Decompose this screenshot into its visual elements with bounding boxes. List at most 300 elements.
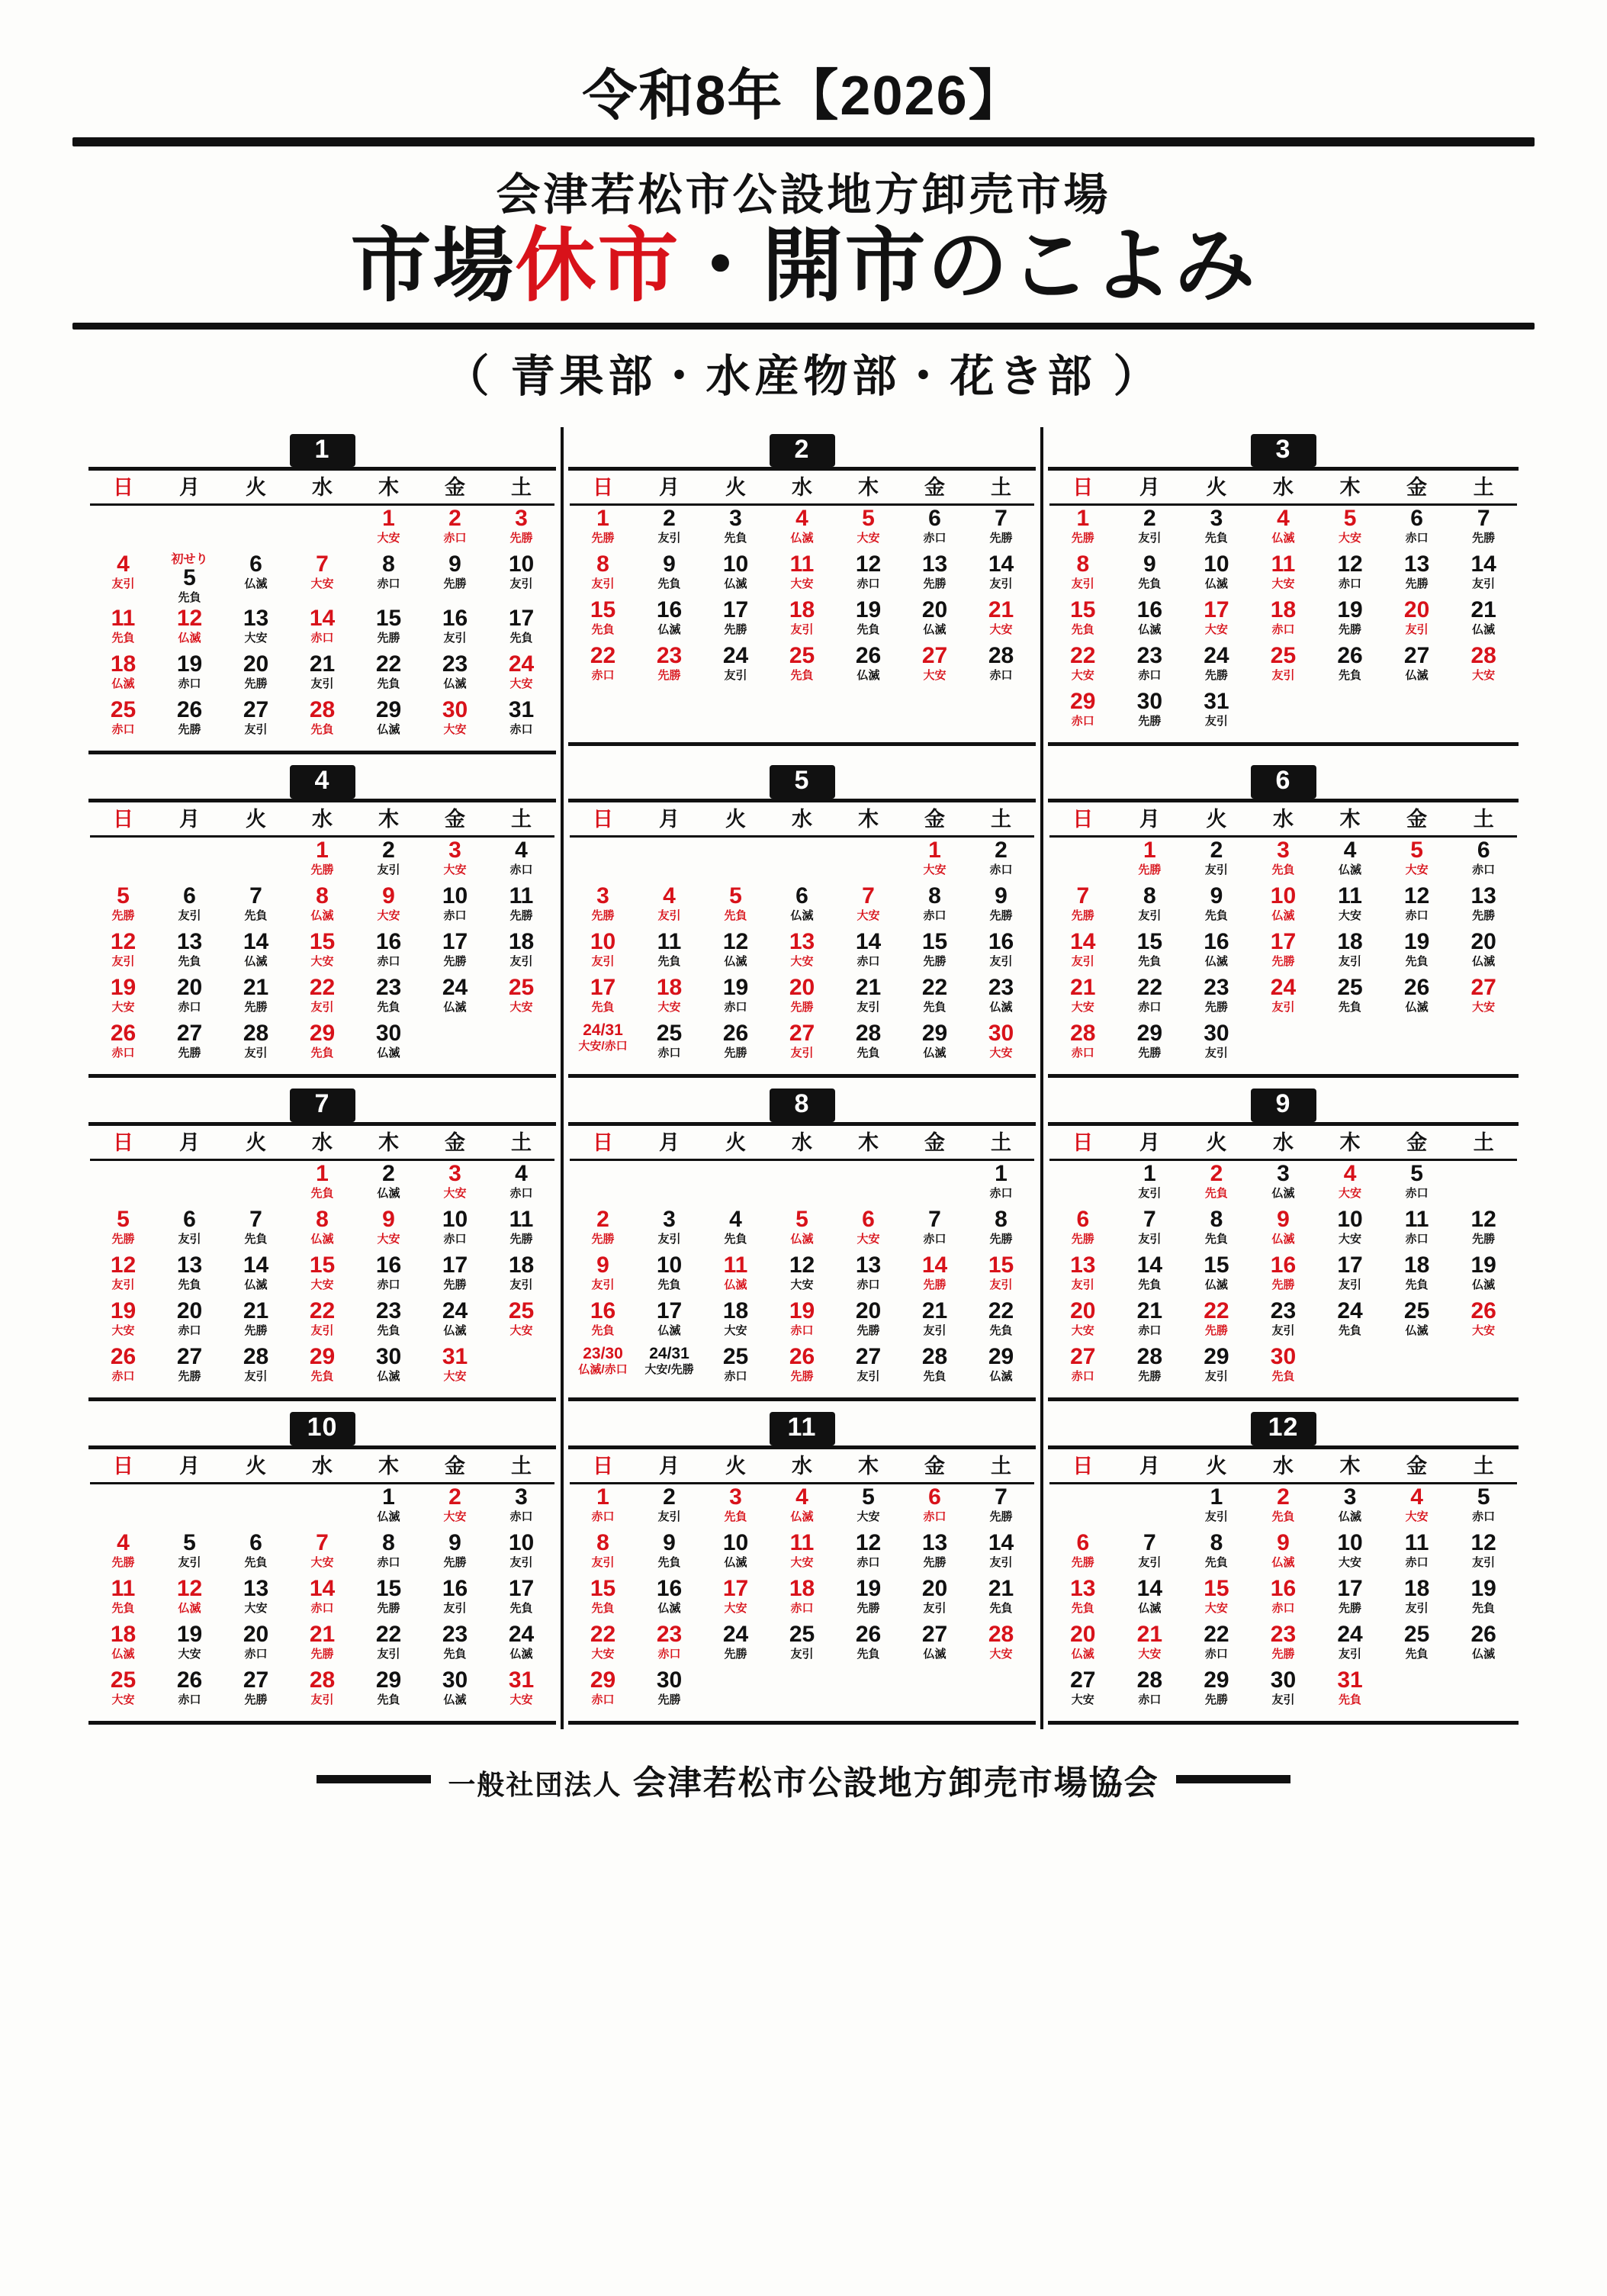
- day-cell: [422, 1667, 488, 1713]
- day-number: 13: [789, 928, 815, 954]
- rokuyou-label: 先負: [178, 1278, 201, 1291]
- rokuyou-label: 大安: [1472, 1000, 1496, 1014]
- page-title: [0, 221, 1607, 311]
- day-cell: [289, 1021, 355, 1066]
- day-number: 5: [117, 1206, 130, 1232]
- weekday-label-3: 水: [289, 1452, 355, 1484]
- rokuyou-label: 先負: [1138, 954, 1162, 968]
- rokuyou-label: 先勝: [591, 532, 615, 545]
- rokuyou-label: 友引: [989, 577, 1013, 591]
- rokuyou-label: 仏滅: [923, 1647, 947, 1661]
- day-cell: [769, 505, 835, 552]
- day-cell: [570, 1483, 636, 1530]
- day-cell: [488, 1483, 554, 1530]
- rokuyou-label: 先勝: [1204, 1323, 1228, 1337]
- day-number: 24: [442, 1298, 468, 1323]
- day-cell: [835, 1253, 902, 1298]
- rokuyou-label: 赤口: [923, 532, 947, 545]
- day-number: 3: [448, 837, 461, 863]
- weekday-label-5: 金: [902, 806, 968, 837]
- day-cell-empty: [636, 836, 702, 883]
- rokuyou-label: 赤口: [1071, 1369, 1094, 1383]
- month-block-8: [564, 1082, 1043, 1406]
- day-number: 18: [1403, 1252, 1430, 1278]
- rokuyou-label: 大安: [1339, 1555, 1362, 1569]
- weekday-label-6: 土: [968, 474, 1034, 505]
- day-number: 22: [988, 1298, 1014, 1323]
- weekday-label-4: 木: [835, 1129, 902, 1160]
- rokuyou-label: 赤口: [111, 1369, 135, 1383]
- day-number: 27: [176, 1020, 203, 1046]
- day-cell: [488, 505, 554, 552]
- month-badge: 11: [770, 1412, 835, 1445]
- day-number: 8: [1143, 883, 1156, 908]
- day-cell: [1183, 1207, 1250, 1253]
- rokuyou-label: 仏滅: [443, 1323, 467, 1337]
- day-cell-empty: [902, 1667, 968, 1713]
- day-cell: [902, 1207, 968, 1253]
- day-number: 23: [375, 1298, 402, 1323]
- calendar-table: [1049, 1129, 1517, 1390]
- day-number: 21: [855, 974, 882, 1000]
- day-number: 3: [729, 506, 742, 532]
- rokuyou-label: 友引: [509, 1555, 533, 1569]
- day-cell: [1183, 1530, 1250, 1576]
- day-cell: [1250, 597, 1317, 643]
- week-row: [90, 883, 554, 929]
- month-block-7: [84, 1082, 564, 1406]
- rokuyou-label: 大安: [989, 1046, 1013, 1060]
- day-cell: [1117, 883, 1184, 929]
- day-number: 14: [855, 928, 882, 954]
- rokuyou-label: 赤口: [377, 577, 400, 591]
- day-number: 1: [1143, 837, 1156, 863]
- day-cell-empty: [1250, 1021, 1317, 1066]
- rokuyou-label: 友引: [1138, 532, 1162, 545]
- day-cell: [488, 651, 554, 697]
- day-number: 1: [928, 837, 941, 863]
- day-cell: [968, 551, 1034, 597]
- day-cell: [1117, 1253, 1184, 1298]
- weekday-label-1: 月: [636, 1129, 702, 1160]
- rokuyou-label: 先勝: [591, 908, 615, 922]
- rokuyou-label: 先負: [724, 1232, 747, 1246]
- day-number: 9: [1277, 1206, 1290, 1232]
- day-cell: [422, 1622, 488, 1667]
- day-cell: [968, 597, 1034, 643]
- day-cell: [1250, 1344, 1317, 1390]
- day-cell: [422, 1207, 488, 1253]
- day-cell-empty: [90, 505, 156, 552]
- day-number: 18: [722, 1298, 749, 1323]
- day-cell: [289, 975, 355, 1021]
- weekday-header-row: [570, 1129, 1034, 1160]
- weekday-label-4: 木: [835, 1452, 902, 1484]
- weekday-label-1: 月: [156, 474, 223, 505]
- rokuyou-label: 仏滅: [1472, 1647, 1496, 1661]
- week-row: [90, 929, 554, 975]
- day-cell: [1316, 1253, 1384, 1298]
- day-number: 15: [1136, 928, 1163, 954]
- day-cell: [1250, 929, 1317, 975]
- day-cell: [902, 1298, 968, 1344]
- rokuyou-label: 仏滅: [724, 954, 747, 968]
- day-number: 9: [1210, 883, 1223, 908]
- month-calendar: [568, 467, 1036, 746]
- month-badge: 7: [290, 1089, 355, 1121]
- day-cell: [1450, 551, 1517, 597]
- day-cell: [769, 883, 835, 929]
- day-number: 17: [508, 1575, 535, 1601]
- month-badge: 5: [770, 765, 835, 798]
- rokuyou-label: 仏滅: [1071, 1647, 1094, 1661]
- day-cell: [223, 1253, 289, 1298]
- day-cell: [702, 1483, 769, 1530]
- weekday-label-2: 火: [223, 1452, 289, 1484]
- week-row: [90, 697, 554, 743]
- day-cell: [156, 1253, 223, 1298]
- day-number: 8: [995, 1206, 1008, 1232]
- day-cell: [488, 1207, 554, 1253]
- day-cell: [422, 883, 488, 929]
- day-cell-empty: [835, 689, 902, 735]
- day-cell: [223, 651, 289, 697]
- day-cell: [90, 1298, 156, 1344]
- day-cell: [968, 643, 1034, 689]
- day-number: 12: [855, 551, 882, 577]
- rokuyou-label: 大安: [857, 532, 880, 545]
- day-number: 18: [1270, 597, 1297, 623]
- day-number: 22: [1070, 643, 1096, 669]
- day-number: 4: [1343, 1160, 1357, 1186]
- calendar-table: [1049, 1452, 1517, 1713]
- day-cell: [223, 1344, 289, 1390]
- week-row: [90, 1622, 554, 1667]
- weekday-header-row: [570, 806, 1034, 837]
- day-cell-empty: [968, 689, 1034, 735]
- day-number: 29: [1204, 1667, 1229, 1693]
- rokuyou-label: 先負: [790, 669, 814, 683]
- week-row: [1049, 975, 1517, 1021]
- weekday-label-0: 日: [570, 806, 636, 837]
- rokuyou-label: 大安: [1472, 1323, 1496, 1337]
- day-number: 22: [590, 1621, 616, 1647]
- weekday-header-row: [1049, 806, 1517, 837]
- day-cell: [1450, 597, 1517, 643]
- day-cell: [1183, 883, 1250, 929]
- rokuyou-label: 先勝: [923, 577, 947, 591]
- rokuyou-label: 先負: [989, 1601, 1013, 1615]
- day-number: 11: [1404, 1206, 1429, 1232]
- weekday-label-1: 月: [156, 1129, 223, 1160]
- rokuyou-label: 仏滅: [443, 1693, 467, 1706]
- day-cell: [1117, 1344, 1184, 1390]
- day-cell-empty: [289, 1483, 355, 1530]
- day-cell: [1250, 1159, 1317, 1207]
- day-cell: [570, 1253, 636, 1298]
- rokuyou-label: 仏滅: [1405, 1000, 1429, 1014]
- rokuyou-label: 赤口: [923, 1510, 947, 1523]
- rokuyou-label: 先勝: [1204, 1000, 1228, 1014]
- rokuyou-label: 友引: [178, 1232, 201, 1246]
- day-number: 25: [789, 643, 815, 669]
- day-cell: [1183, 505, 1250, 552]
- rokuyou-label: 先勝: [923, 1278, 947, 1291]
- day-cell: [156, 1021, 223, 1066]
- day-cell: [968, 1298, 1034, 1344]
- day-cell: [769, 1207, 835, 1253]
- day-cell: [1250, 1253, 1317, 1298]
- rokuyou-label: 友引: [509, 577, 533, 591]
- rokuyou-label: 先負: [244, 1555, 268, 1569]
- day-cell: [355, 836, 422, 883]
- day-number: 22: [1136, 974, 1163, 1000]
- rokuyou-label: 友引: [1271, 1323, 1295, 1337]
- day-cell: [636, 1344, 702, 1390]
- rokuyou-label: 赤口: [111, 722, 135, 736]
- day-cell: [835, 1530, 902, 1576]
- week-row: [90, 1483, 554, 1530]
- day-number: 15: [1070, 597, 1096, 623]
- rokuyou-label: 仏滅: [657, 1323, 681, 1337]
- day-number: 6: [249, 1529, 262, 1555]
- day-cell: [1049, 1298, 1117, 1344]
- day-number: 23: [1270, 1621, 1297, 1647]
- rokuyou-label: 友引: [989, 954, 1013, 968]
- month-calendar: [88, 799, 556, 1078]
- rokuyou-label: 仏滅: [790, 908, 814, 922]
- month-calendar: [568, 799, 1036, 1078]
- day-cell: [1183, 1159, 1250, 1207]
- departments-line: （ 青果部・水産物部・花き部 ）: [445, 352, 1162, 402]
- day-number: 20: [921, 597, 948, 623]
- day-cell: [1117, 929, 1184, 975]
- weekday-label-4: 木: [1316, 1129, 1384, 1160]
- weekday-label-2: 火: [223, 1129, 289, 1160]
- week-row: [90, 1667, 554, 1713]
- era-year-line: 令和8年【2026】: [582, 66, 1025, 127]
- day-cell: [702, 1622, 769, 1667]
- rokuyou-label: 赤口: [657, 1046, 681, 1060]
- day-number: 19: [722, 974, 749, 1000]
- day-number: 16: [656, 597, 683, 623]
- day-cell: [289, 697, 355, 743]
- day-number: 7: [249, 883, 262, 908]
- rokuyou-label: 赤口: [509, 1186, 533, 1200]
- rokuyou-label: 大安: [244, 1601, 268, 1615]
- weekday-label-2: 火: [1183, 806, 1250, 837]
- day-number: 24/31: [649, 1344, 689, 1362]
- day-cell: [223, 551, 289, 605]
- day-number: 26: [789, 1343, 815, 1369]
- month-badge-row: [88, 1406, 556, 1445]
- day-number: 4: [1410, 1484, 1423, 1510]
- day-cell: [1450, 975, 1517, 1021]
- month-calendar: [1048, 799, 1519, 1078]
- day-number: 31: [1337, 1667, 1363, 1693]
- day-cell: [902, 551, 968, 597]
- rokuyou-label: 友引: [989, 1278, 1013, 1291]
- day-number: 26: [110, 1020, 137, 1046]
- rokuyou-label: 大安: [790, 1278, 814, 1291]
- weekday-label-3: 水: [1250, 806, 1317, 837]
- rokuyou-label: 大安: [443, 722, 467, 736]
- day-number: 14: [1136, 1252, 1163, 1278]
- month-badge: 10: [290, 1412, 355, 1445]
- rokuyou-label: 先勝: [989, 908, 1013, 922]
- day-number: 29: [1070, 689, 1096, 715]
- day-number: 14: [921, 1252, 948, 1278]
- rokuyou-label: 友引: [591, 954, 615, 968]
- day-number: 26: [176, 1667, 203, 1693]
- day-number: 12: [1403, 883, 1430, 908]
- rokuyou-label: 赤口: [923, 1232, 947, 1246]
- day-number: 19: [1337, 597, 1363, 623]
- week-row: [1049, 1159, 1517, 1207]
- weekday-header-row: [90, 806, 554, 837]
- day-number: 30: [1270, 1667, 1297, 1693]
- day-number: 22: [309, 974, 336, 1000]
- day-number: 23: [988, 974, 1014, 1000]
- day-number: 19: [855, 597, 882, 623]
- day-number: 9: [448, 1529, 461, 1555]
- day-cell: [1384, 1298, 1451, 1344]
- rokuyou-label: 赤口: [591, 1510, 615, 1523]
- day-cell: [835, 1483, 902, 1530]
- day-cell: [90, 1344, 156, 1390]
- day-number: 16: [1204, 928, 1229, 954]
- week-row: [90, 836, 554, 883]
- day-number: 1: [316, 837, 329, 863]
- rokuyou-label: 先負: [1405, 954, 1429, 968]
- day-number: 1: [382, 1484, 395, 1510]
- day-number: 5: [183, 564, 196, 590]
- rokuyou-label: 仏滅: [111, 1647, 135, 1661]
- day-number: 2: [448, 506, 461, 532]
- day-number: 10: [722, 1529, 749, 1555]
- day-number: 14: [243, 1252, 269, 1278]
- weekday-label-4: 木: [835, 474, 902, 505]
- day-cell: [570, 975, 636, 1021]
- day-number: 8: [316, 1206, 329, 1232]
- day-number: 24: [722, 1621, 749, 1647]
- day-cell: [289, 883, 355, 929]
- day-number: 18: [508, 928, 535, 954]
- day-number: 4: [515, 837, 528, 863]
- day-cell: [636, 1253, 702, 1298]
- weekday-label-5: 金: [422, 1129, 488, 1160]
- day-number: 27: [176, 1343, 203, 1369]
- day-number: 21: [921, 1298, 948, 1323]
- day-cell: [968, 1021, 1034, 1066]
- weekday-header-row: [1049, 474, 1517, 505]
- rokuyou-label: 大安: [1339, 1232, 1362, 1246]
- rokuyou-label: 先勝: [1405, 577, 1429, 591]
- day-number: 18: [1337, 928, 1363, 954]
- weekday-label-5: 金: [1384, 1452, 1451, 1484]
- day-cell: [90, 975, 156, 1021]
- day-cell-empty: [702, 1667, 769, 1713]
- day-number: 22: [375, 651, 402, 677]
- rokuyou-label: 友引: [657, 532, 681, 545]
- rokuyou-label: 赤口: [857, 577, 880, 591]
- day-cell: [968, 975, 1034, 1021]
- day-cell: [355, 1667, 422, 1713]
- day-cell: [1450, 1253, 1517, 1298]
- day-number: 6: [795, 883, 808, 908]
- day-number: 10: [508, 1529, 535, 1555]
- rokuyou-label: 仏滅: [1204, 1278, 1228, 1291]
- day-number: 20: [1470, 928, 1496, 954]
- day-cell: [289, 606, 355, 651]
- calendar-table: [570, 1129, 1034, 1390]
- rokuyou-label: 先負: [1339, 1693, 1362, 1706]
- rokuyou-label: 仏滅: [724, 1555, 747, 1569]
- weekday-label-2: 火: [702, 1129, 769, 1160]
- rokuyou-label: 先勝: [1339, 623, 1362, 637]
- rokuyou-label: 先勝: [1271, 1278, 1295, 1291]
- rokuyou-label: 友引: [244, 1046, 268, 1060]
- rokuyou-label: 友引: [1472, 577, 1496, 591]
- week-row: [570, 551, 1034, 597]
- day-cell: [156, 929, 223, 975]
- rokuyou-label: 友引: [790, 1647, 814, 1661]
- rokuyou-label: 先負: [1271, 1510, 1295, 1523]
- day-number: 11: [1404, 1529, 1429, 1555]
- rokuyou-label: 大安: [923, 669, 947, 683]
- month-badge: 1: [290, 434, 355, 467]
- day-number: 7: [928, 1206, 941, 1232]
- rokuyou-label: 先勝: [989, 1232, 1013, 1246]
- day-number: 7: [862, 883, 875, 908]
- day-number: 23: [442, 651, 468, 677]
- day-number: 23: [656, 643, 683, 669]
- rokuyou-label: 友引: [657, 1232, 681, 1246]
- rokuyou-label: 大安: [443, 1369, 467, 1383]
- rokuyou-label: 仏滅: [1339, 1510, 1362, 1523]
- day-number: 6: [1410, 506, 1423, 532]
- rokuyou-label: 先勝: [111, 1555, 135, 1569]
- day-number: 29: [375, 1667, 402, 1693]
- rokuyou-label: 先負: [591, 1323, 615, 1337]
- day-number: 22: [590, 643, 616, 669]
- month-badge: 12: [1251, 1412, 1316, 1445]
- day-cell: [1450, 505, 1517, 552]
- day-number: 23: [375, 974, 402, 1000]
- rokuyou-label: 赤口: [1405, 908, 1429, 922]
- weekday-label-2: 火: [223, 806, 289, 837]
- rokuyou-label: 友引: [1204, 715, 1228, 728]
- rokuyou-label: 友引: [377, 863, 400, 876]
- day-number: 26: [110, 1343, 137, 1369]
- weekday-label-2: 火: [1183, 1452, 1250, 1484]
- rokuyou-label: 先負: [1339, 669, 1362, 683]
- day-number: 5: [1410, 837, 1423, 863]
- day-cell: [1316, 883, 1384, 929]
- day-cell: [422, 929, 488, 975]
- day-cell: [636, 883, 702, 929]
- rokuyou-label: 先負: [1204, 532, 1228, 545]
- day-cell: [90, 551, 156, 605]
- day-number: 7: [1076, 883, 1090, 908]
- week-row: [1049, 929, 1517, 975]
- rokuyou-label: 先負: [1271, 1369, 1295, 1383]
- day-cell: [488, 1530, 554, 1576]
- rokuyou-label: 赤口: [443, 532, 467, 545]
- day-number: 4: [1343, 837, 1357, 863]
- day-cell: [1049, 1253, 1117, 1298]
- rokuyou-label: 仏滅: [1204, 577, 1228, 591]
